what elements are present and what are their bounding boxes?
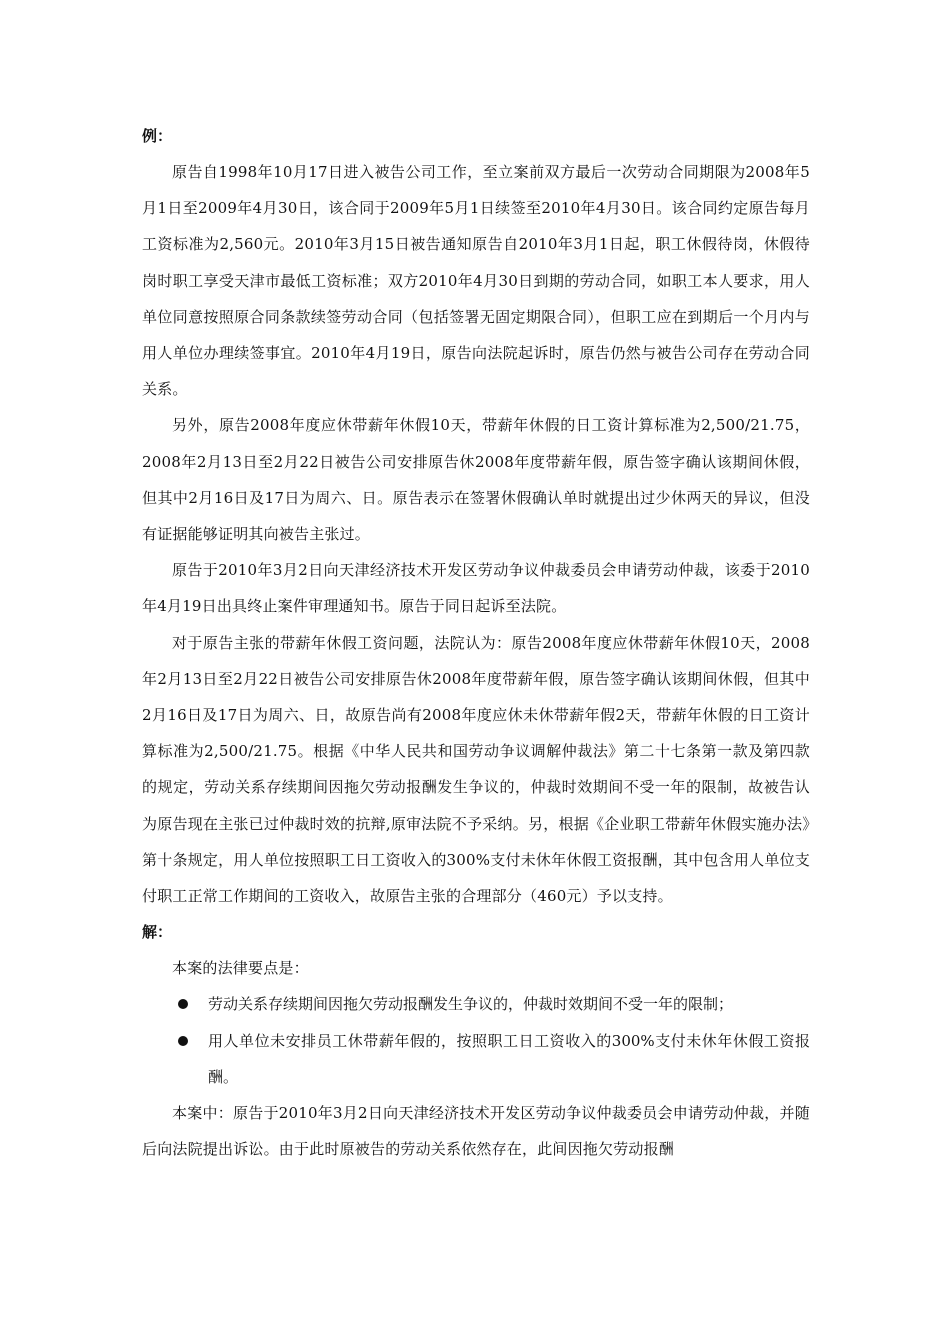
legal-point-text: 劳动关系存续期间因拖欠劳动报酬发生争议的，仲裁时效期间不受一年的限制； [208,995,734,1014]
conclusion-paragraph: 本案中：原告于2010年3月2日向天津经济技术开发区劳动争议仲裁委员会申请劳动仲裁，并随后向法院提出诉讼。由于此时原被告的劳动关系依然存在，此间因拖欠劳动报酬 [142,1104,810,1159]
list-item [142,1023,810,1095]
bullet-dot-icon [178,999,188,1009]
arbitration-paragraph: 原告于2010年3月2日向天津经济技术开发区劳动争议仲裁委员会申请劳动仲裁，该委于2010年4月19日出具终止案件审理通知书。原告于同日起诉至法院。 [142,561,810,616]
legal-points-list [142,986,810,1095]
bullet-dot-icon [178,1036,188,1046]
legal-point-text: 用人单位未安排员工休带薪年假的，按照职工日工资收入的300%支付未休年休假工资报酬。 [208,1031,810,1086]
annual-leave-paragraph: 另外，原告2008年度应休带薪年休假10天，带薪年休假的日工资计算标准为2,500/21.75，2008年2月13日至2月22日被告公司安排原告休2008年度带薪年假，原告签字确认该期间休假，但其中2月16日及17日为周六、日。原告表示在签署休假确认单时就提出过少休两天的异议，但没有证据能够证明其向被告主张过。 [142,416,810,544]
document-page [142,118,810,1167]
court-opinion-paragraph: 对于原告主张的带薪年休假工资问题，法院认为：原告2008年度应休带薪年休假10天，2008年2月13日至2月22日被告公司安排原告休2008年度带薪年假，原告签字确认该期间休假，但其中2月16日及17日为周六、日，故原告尚有2008年度应休未休带薪年假2天，带薪年休假的日工资计算标准为2,500/21.75。根据《中华人民共和国劳动争议调解仲裁法》第二十七条第一款及第四款的规定，劳动关系存续期间因拖欠劳动报酬发生争议的，仲裁时效期间不受一年的限制，故被告认为原告现在主张已过仲裁时效的抗辩,原审法院不予采纳。另，根据《企业职工带薪年休假实施办法》第十条规定，用人单位按照职工日工资收入的300%支付未休年休假工资报酬，其中包含用人单位支付职工正常工作期间的工资收入，故原告主张的合理部分（460元）予以支持。 [142,633,810,906]
legal-points-intro: 本案的法律要点是： [172,959,309,978]
list-item [142,986,810,1022]
case-facts-paragraph: 原告自1998年10月17日进入被告公司工作，至立案前双方最后一次劳动合同期限为2008年5月1日至2009年4月30日，该合同于2009年5月1日续签至2010年4月30日。该合同约定原告每月工资标准为2,560元。2010年3月15日被告通知原告自2010年3月1日起，职工休假待岗，休假待岗时职工享受天津市最低工资标准；双方2010年4月30日到期的劳动合同，如职工本人要求，用人单位同意按照原合同条款续签劳动合同（包括签署无固定期限合同），但职工应在到期后一个月内与用人单位办理续签事宜。2010年4月19日，原告向法院起诉时，原告仍然与被告公司存在劳动合同关系。 [142,163,810,399]
example-heading: 例： [142,127,173,145]
solution-heading: 解： [142,923,173,942]
